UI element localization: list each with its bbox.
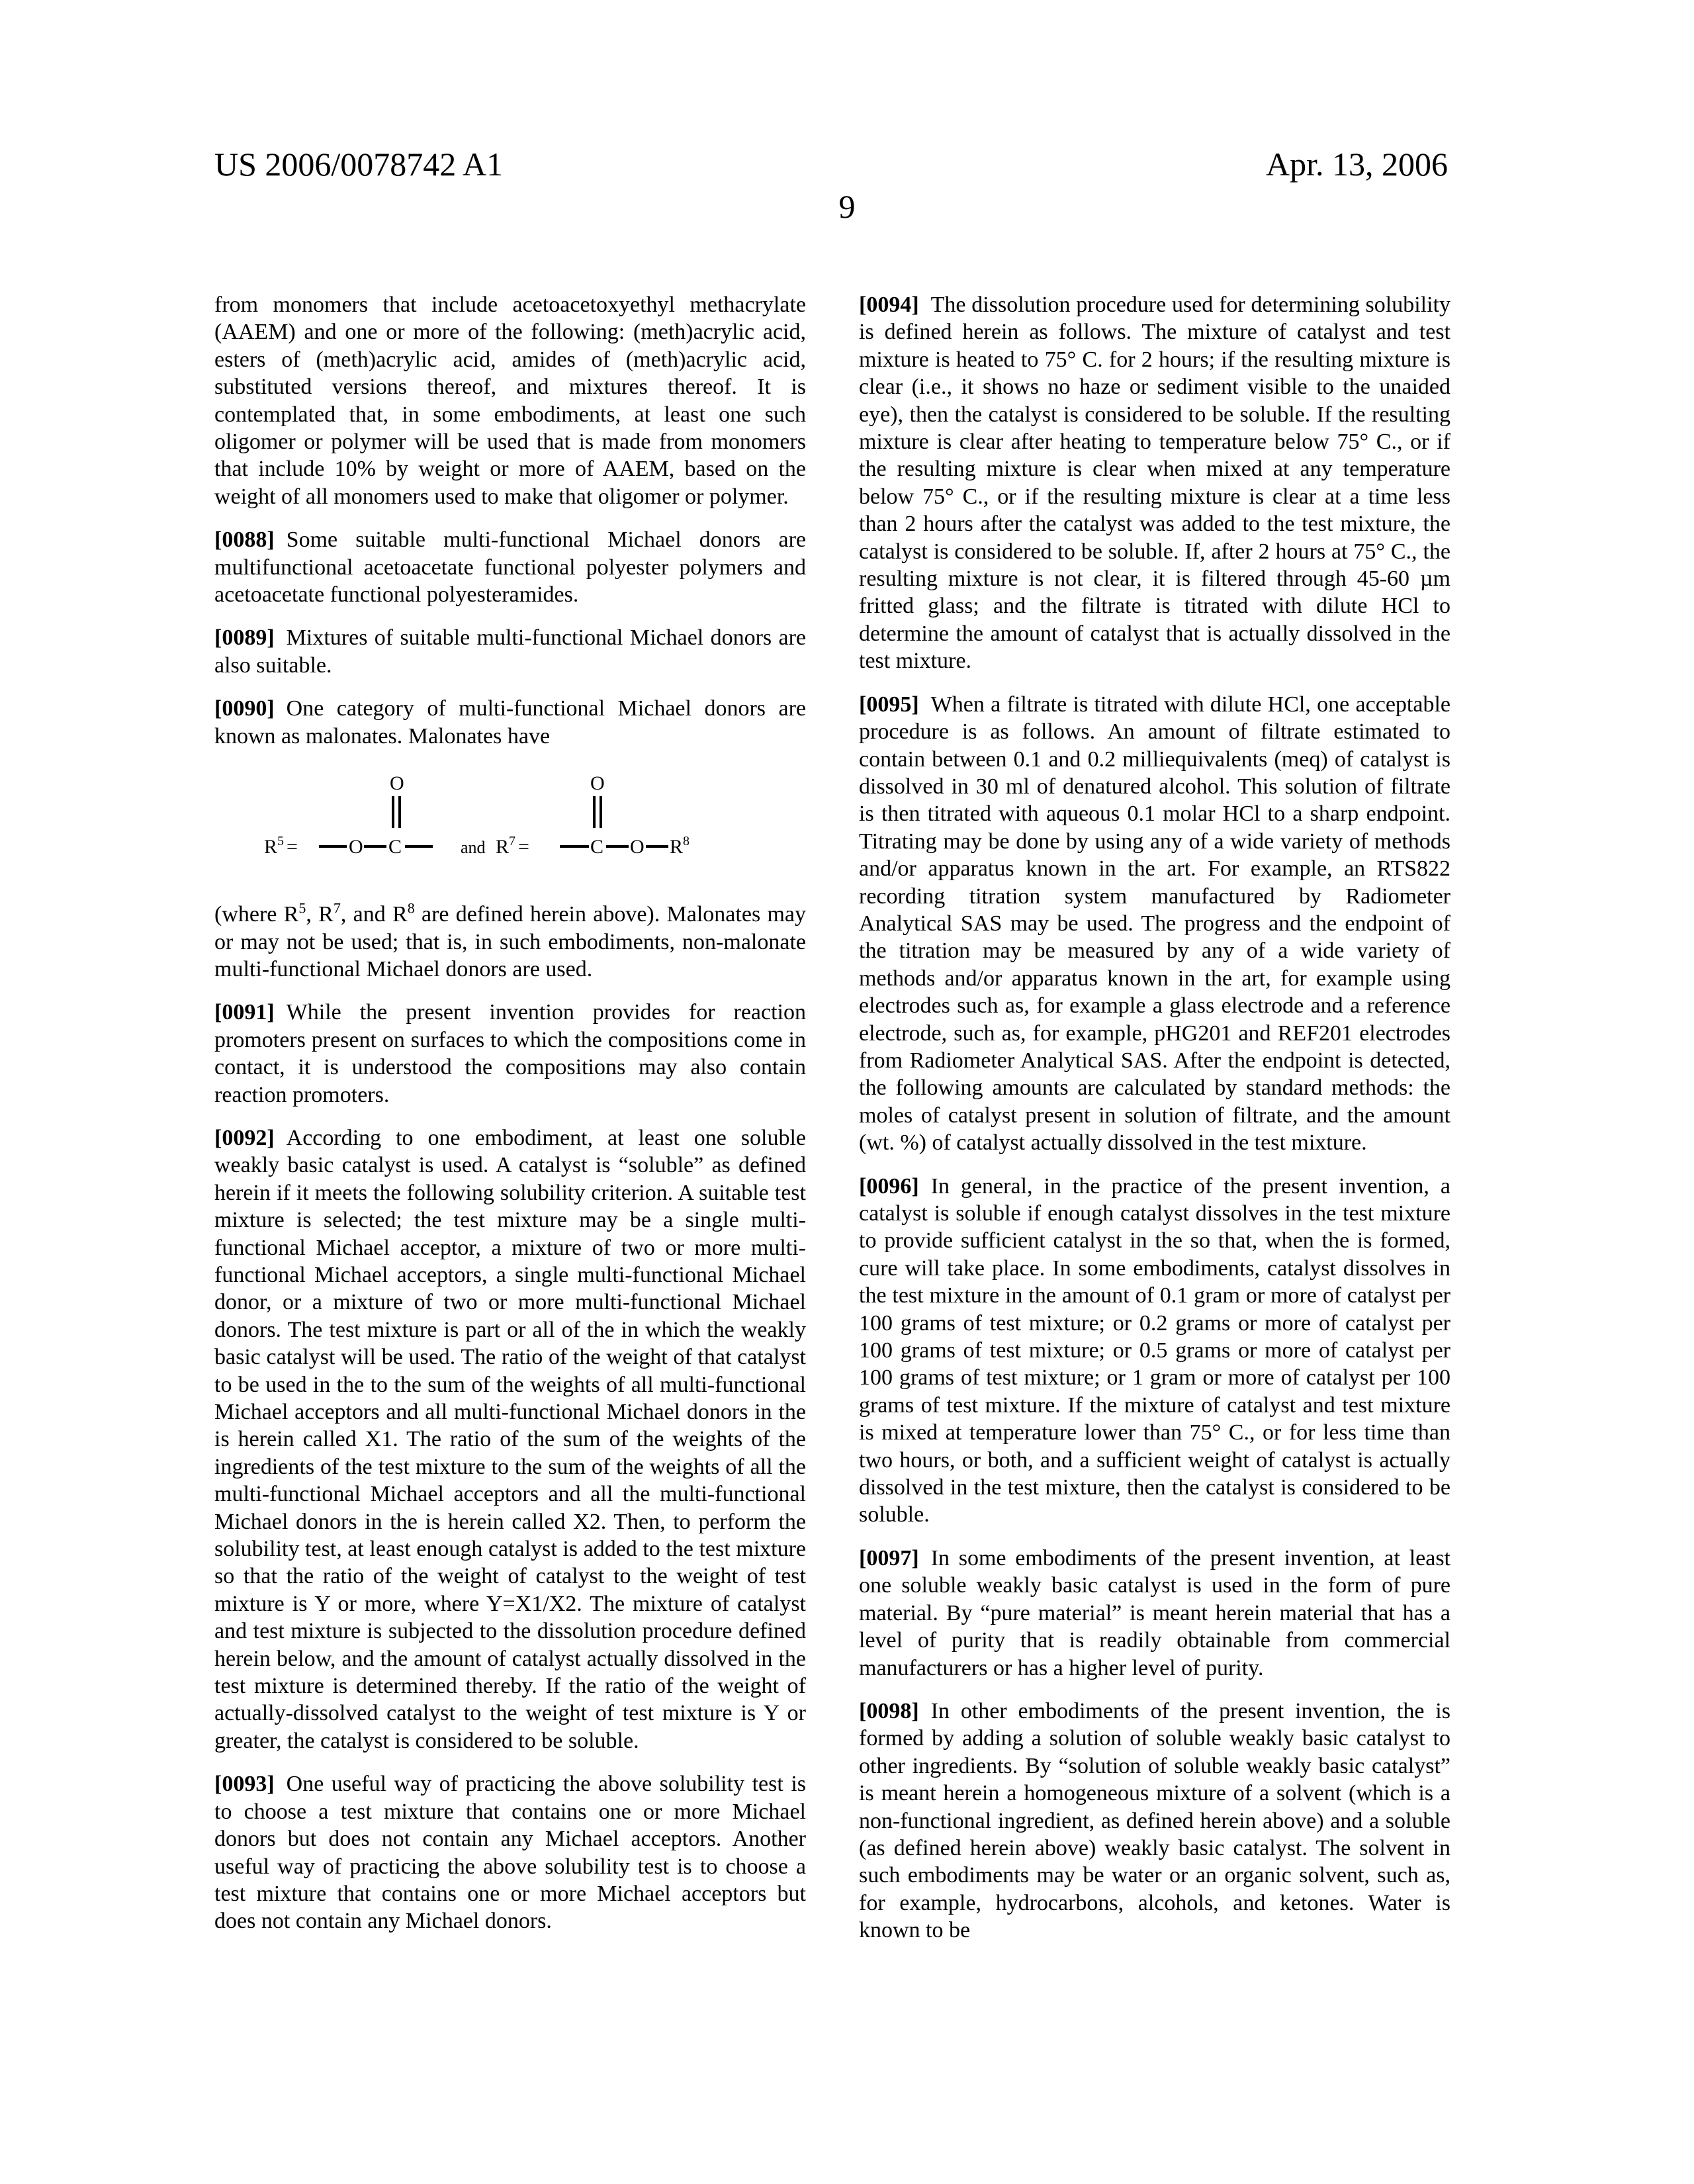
publication-number: US 2006/0078742 A1 (214, 144, 503, 184)
paragraph-0094 (859, 291, 1450, 675)
r7-label: R7 = (496, 834, 529, 858)
text-run: , and R (341, 902, 408, 927)
malonate-structure-diagram (214, 750, 806, 893)
paragraph-0098 (859, 1698, 1450, 1944)
carbon-atom: C (388, 836, 402, 858)
paragraph-text: The dissolution procedure used for determining solubility is defined herein as follows. The mixture of catalyst and test mixture is heated to 75° C. for 2 hours; if the resulting mixture is clear (i.e., it shows no haze or sediment visible to the unaided eye), then the catalyst is considered to be soluble. If the resulting mixture is clear after heating to temperature below 75° C., or if the resulting mixture is clear when mixed at any temperature below 75° C., or if the resulting mixture is clear at a time less than 2 hours after the catalyst was added to the test mixture, the catalyst is considered to be soluble. If, after 2 hours at 75° C., the resulting mixture is not clear, it is filtered through 45-60 µm fritted glass; and the filtrate is titrated with dilute HCl to determine the amount of catalyst that is actually dissolved in the test mixture. (859, 293, 1450, 673)
paragraph-number: [0091] (214, 1000, 275, 1024)
carbonyl-oxygen: O (390, 772, 404, 794)
paragraph-malonate-note (214, 901, 806, 983)
paragraph-number: [0094] (859, 293, 919, 317)
paragraph-text: When a filtrate is titrated with dilute HCl, one acceptable procedure is as follows. An amount of filtrate estimated to contain between 0.1 and 0.2 milliequivalents (meq) of catalyst is dissolved in 30 ml of denatured alcohol. This solution of filtrate is then titrated with aqueous 0.1 molar HCl to a sharp endpoint. Titrating may be done by using any of a wide variety of methods and/or apparatus known in the art. For example, an RTS822 recording titration system manufactured by Radiometer Analytical SAS may be used. The progress and the endpoint of the titration may be measured by any of a wide variety of methods and/or apparatus known in the art, for example using electrodes such as, for example a glass electrode and a reference electrode, such as, for example, pHG201 and REF201 electrodes from Radiometer Analytical SAS. After the endpoint is detected, the following amounts are calculated by standard methods: the moles of catalyst present in solution of filtrate, and the amount (wt. %) of catalyst actually dissolved in the test mixture. (859, 692, 1450, 1156)
paragraph-number: [0093] (214, 1772, 275, 1796)
page-number: 9 (0, 187, 1694, 226)
paragraph-text: Some suitable multi-functional Michael donors are multifunctional acetoacetate functional polyester polymers and acetoacetate functional polyesteramides. (214, 527, 806, 607)
paragraph-0091 (214, 999, 806, 1109)
oxygen-atom: O (630, 836, 645, 858)
paragraph-0093 (214, 1770, 806, 1934)
r8-label: R8 (670, 834, 690, 858)
publication-date: Apr. 13, 2006 (1266, 144, 1448, 184)
text-run: (where R (214, 902, 298, 927)
paragraph-text: While the present invention provides for reaction promoters present on surfaces to which the compositions come in contact, it is understood the compositions may also contain reaction promoters. (214, 1000, 806, 1107)
carbonyl-oxygen: O (590, 772, 605, 794)
paragraph-number: [0088] (214, 527, 275, 552)
paragraph-continuation: from monomers that include acetoacetoxyethyl methacrylate (AAEM) and one or more of the following: (meth)acrylic acid, esters of (meth)acrylic acid, amides of (meth)acrylic acid, substituted versions thereof, and mixtures thereof. It is contemplated that, in some embodiments, at least one such oligomer or polymer will be used that is made from monomers that include 10% by weight or more of AAEM, based on the weight of all monomers used to make that oligomer or polymer. (214, 291, 806, 510)
paragraph-number: [0096] (859, 1174, 919, 1199)
paragraph-number: [0089] (214, 625, 275, 650)
paragraph-0095 (859, 691, 1450, 1157)
paragraph-0090 (214, 695, 806, 750)
oxygen-atom: O (349, 836, 363, 858)
text-run: , R (306, 902, 333, 927)
paragraph-number: [0095] (859, 692, 919, 717)
paragraph-text: In other embodiments of the present invention, the is formed by adding a solution of soluble weakly basic catalyst to other ingredients. By “solution of soluble weakly basic catalyst” is meant herein a homogeneous mixture of a solvent (which is a non-functional ingredient, as defined herein above) and a soluble (as defined herein above) weakly basic catalyst. The solvent in such embodiments may be water or an organic solvent, such as, for example, hydrocarbons, alcohols, and ketones. Water is known to be (859, 1699, 1450, 1942)
paragraph-0089 (214, 624, 806, 679)
r5-label: R5 = (264, 834, 298, 858)
paragraph-number: [0092] (214, 1126, 275, 1150)
superscript: 8 (408, 900, 415, 917)
paragraph-number: [0098] (859, 1699, 919, 1723)
paragraph-0097 (859, 1545, 1450, 1682)
paragraph-text: One useful way of practicing the above solubility test is to choose a test mixture that contains one or more Michael donors but does not contain any Michael acceptors. Another useful way of practicing the above solubility test is to choose a test mixture that contains one or more Michael acceptors but does not contain any Michael donors. (214, 1772, 806, 1933)
paragraph-text: In general, in the practice of the present invention, a catalyst is soluble if enough catalyst dissolves in the test mixture to provide sufficient catalyst in the so that, when the is formed, cure will take place. In some embodiments, catalyst dissolves in the test mixture in the amount of 0.1 gram or more of catalyst per 100 grams of test mixture; or 0.2 grams or more of catalyst per 100 grams of test mixture; or 0.5 grams or more of catalyst per 100 grams of test mixture; or 1 gram or more of catalyst per 100 grams of test mixture. If the mixture of catalyst and test mixture is mixed at temperature lower than 75° C., or for less time than two hours, or both, and a sufficient weight of catalyst is actually dissolved in the test mixture, then the catalyst is considered to be soluble. (859, 1174, 1450, 1527)
superscript: 5 (298, 900, 306, 917)
left-column (214, 291, 806, 1951)
paragraph-0088 (214, 526, 806, 608)
paragraph-text: One category of multi-functional Michael donors are known as malonates. Malonates have (214, 696, 806, 748)
paragraph-number: [0097] (859, 1546, 919, 1570)
carbon-atom: C (590, 836, 603, 858)
text-run: are defined herein above). Malonates may or may not be used; that is, in such embodiments, non-malonate multi-functional Michael donors are used. (214, 902, 806, 981)
paragraph-text: Mixtures of suitable multi-functional Michael donors are also suitable. (214, 625, 806, 677)
paragraph-text: In some embodiments of the present invention, at least one soluble weakly basic catalyst is used in the form of pure material. By “pure material” is meant herein material that has a level of purity that is readily obtainable from commercial manufacturers or has a higher level of purity. (859, 1546, 1450, 1680)
paragraph-text: According to one embodiment, at least one soluble weakly basic catalyst is used. A catalyst is “soluble” as defined herein if it meets the following solubility criterion. A suitable test mixture is selected; the test mixture may be a single multi-functional Michael acceptor, a mixture of two or more multi-functional Michael acceptors, a single multi-functional Michael donor, or a mixture of two or more multi-functional Michael donors. The test mixture is part or all of the in which the weakly basic catalyst will be used. The ratio of the weight of that catalyst to be used in the to the sum of the weights of all multi-functional Michael acceptors and all multi-functional Michael donors in the is herein called X1. The ratio of the sum of the weights of the ingredients of the test mixture to the sum of the weights of all the multi-functional Michael acceptors and all the multi-functional Michael donors in the is herein called X2. Then, to perform the solubility test, at least enough catalyst is added to the test mixture so that the ratio of the weight of catalyst to the weight of test mixture is Y or more, where Y=X1/X2. The mixture of catalyst and test mixture is subjected to the dissolution procedure defined herein below, and the amount of catalyst actually dissolved in the test mixture is determined thereby. If the ratio of the weight of actually-dissolved catalyst to the weight of test mixture is Y or greater, the catalyst is considered to be soluble. (214, 1126, 806, 1753)
paragraph-0092 (214, 1124, 806, 1754)
superscript: 7 (334, 900, 341, 917)
paragraph-0096 (859, 1173, 1450, 1529)
malonate-formula (214, 750, 806, 893)
paragraph-number: [0090] (214, 696, 275, 721)
right-column (859, 291, 1450, 1960)
and-text: and (461, 838, 486, 857)
